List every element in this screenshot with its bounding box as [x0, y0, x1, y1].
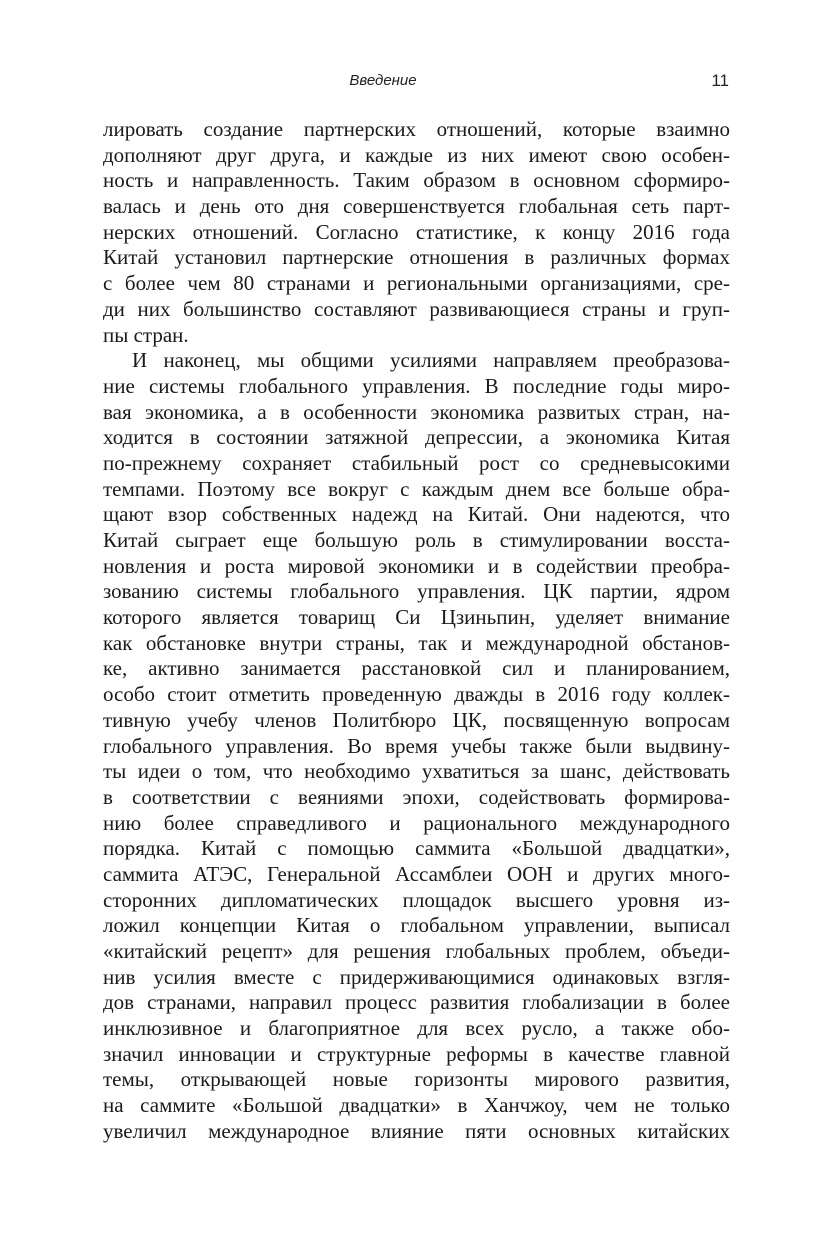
text-line: «китайский рецепт» для решения глобальных проблем, объеди-: [103, 939, 730, 963]
text-line: сторонних дипломатических площадок высшего уровня из-: [103, 887, 730, 912]
text-line: на саммите «Большой двадцатки» в Ханчжоу, чем не только: [103, 1093, 730, 1118]
text-line: новления и роста мировой экономики и в содействии преобра-: [103, 553, 730, 578]
text-line: инклюзивное и благоприятное для всех русло, а также обо-: [103, 1016, 730, 1041]
text-line: валась и день ото дня совершенствуется глобальная сеть парт-: [103, 194, 730, 219]
paragraph: [103, 117, 730, 348]
text-line: порядка. Китай с помощью саммита «Большой двадцатки»,: [103, 836, 730, 861]
text-line: И наконец, мы общими усилиями направляем преобразова-: [132, 348, 730, 373]
text-line: вая экономика, а в особенности экономика развитых стран, на-: [103, 399, 730, 424]
text-line: дов странами, направил процесс развития глобализации в более: [103, 990, 730, 1015]
text-line: нив усилия вместе с придерживающимися одинаковых взгля-: [103, 964, 730, 989]
text-line: которого является товарищ Си Цзиньпин, уделяет внимание: [103, 605, 730, 630]
text-line: особо стоит отметить проведенную дважды в 2016 году коллек-: [103, 682, 730, 707]
text-line: нию более справедливого и рационального международного: [103, 810, 730, 835]
text-line: Китай сыграет еще большую роль в стимулировании восста-: [103, 528, 730, 552]
text-line: ложил концепции Китая о глобальном управлении, выписал: [103, 913, 730, 938]
text-line: с более чем 80 странами и региональными организациями, сре-: [103, 271, 730, 296]
text-line: нерских отношений. Согласно статистике, к концу 2016 года: [103, 219, 730, 244]
section-title: Введение: [349, 72, 417, 89]
text-line: в соответствии с веяниями эпохи, содействовать формирова-: [103, 784, 730, 809]
text-line: темпами. Поэтому все вокруг с каждым днем все больше обра-: [103, 476, 730, 501]
text-line: глобального управления. Во время учебы также были выдвину-: [103, 733, 730, 758]
paragraph: [103, 348, 730, 1144]
text-line: ходится в состоянии затяжной депрессии, а экономика Китая: [103, 425, 730, 450]
text-line: пы стран.: [103, 322, 189, 347]
text-line: Китай установил партнерские отношения в различных формах: [103, 245, 730, 270]
text-line: увеличил международное влияние пяти основных китайских: [103, 1118, 730, 1143]
page-number: 11: [711, 71, 729, 90]
text-line: щают взор собственных надежд на Китай. Они надеются, что: [103, 502, 730, 527]
text-line: дополняют друг друга, и каждые из них имеют свою особен-: [103, 142, 730, 167]
text-line: по-прежнему сохраняет стабильный рост со средневысокими: [103, 450, 730, 475]
text-line: ность и направленность. Таким образом в основном сформиро-: [103, 168, 730, 193]
text-line: лировать создание партнерских отношений, которые взаимно: [103, 117, 730, 141]
text-line: саммита АТЭС, Генеральной Ассамблеи ООН и других много-: [103, 861, 730, 886]
text-line: ке, активно занимается расстановкой сил и планированием,: [103, 656, 730, 681]
text-line: ние системы глобального управления. В последние годы миро-: [103, 373, 730, 398]
text-line: темы, открывающей новые горизонты мирового развития,: [103, 1067, 730, 1092]
running-head: [103, 71, 729, 95]
text-line: как обстановке внутри страны, так и международной обстанов-: [103, 630, 730, 655]
text-line: тивную учебу членов Политбюро ЦК, посвященную вопросам: [103, 707, 730, 732]
text-line: зованию системы глобального управления. ЦК партии, ядром: [103, 579, 730, 604]
text-line: ты идеи о том, что необходимо ухватиться за шанс, действовать: [103, 759, 730, 784]
text-line: значил инновации и структурные реформы в качестве главной: [103, 1041, 730, 1066]
text-line: ди них большинство составляют развивающиеся страны и груп-: [103, 296, 730, 321]
body-text: [103, 117, 730, 1145]
